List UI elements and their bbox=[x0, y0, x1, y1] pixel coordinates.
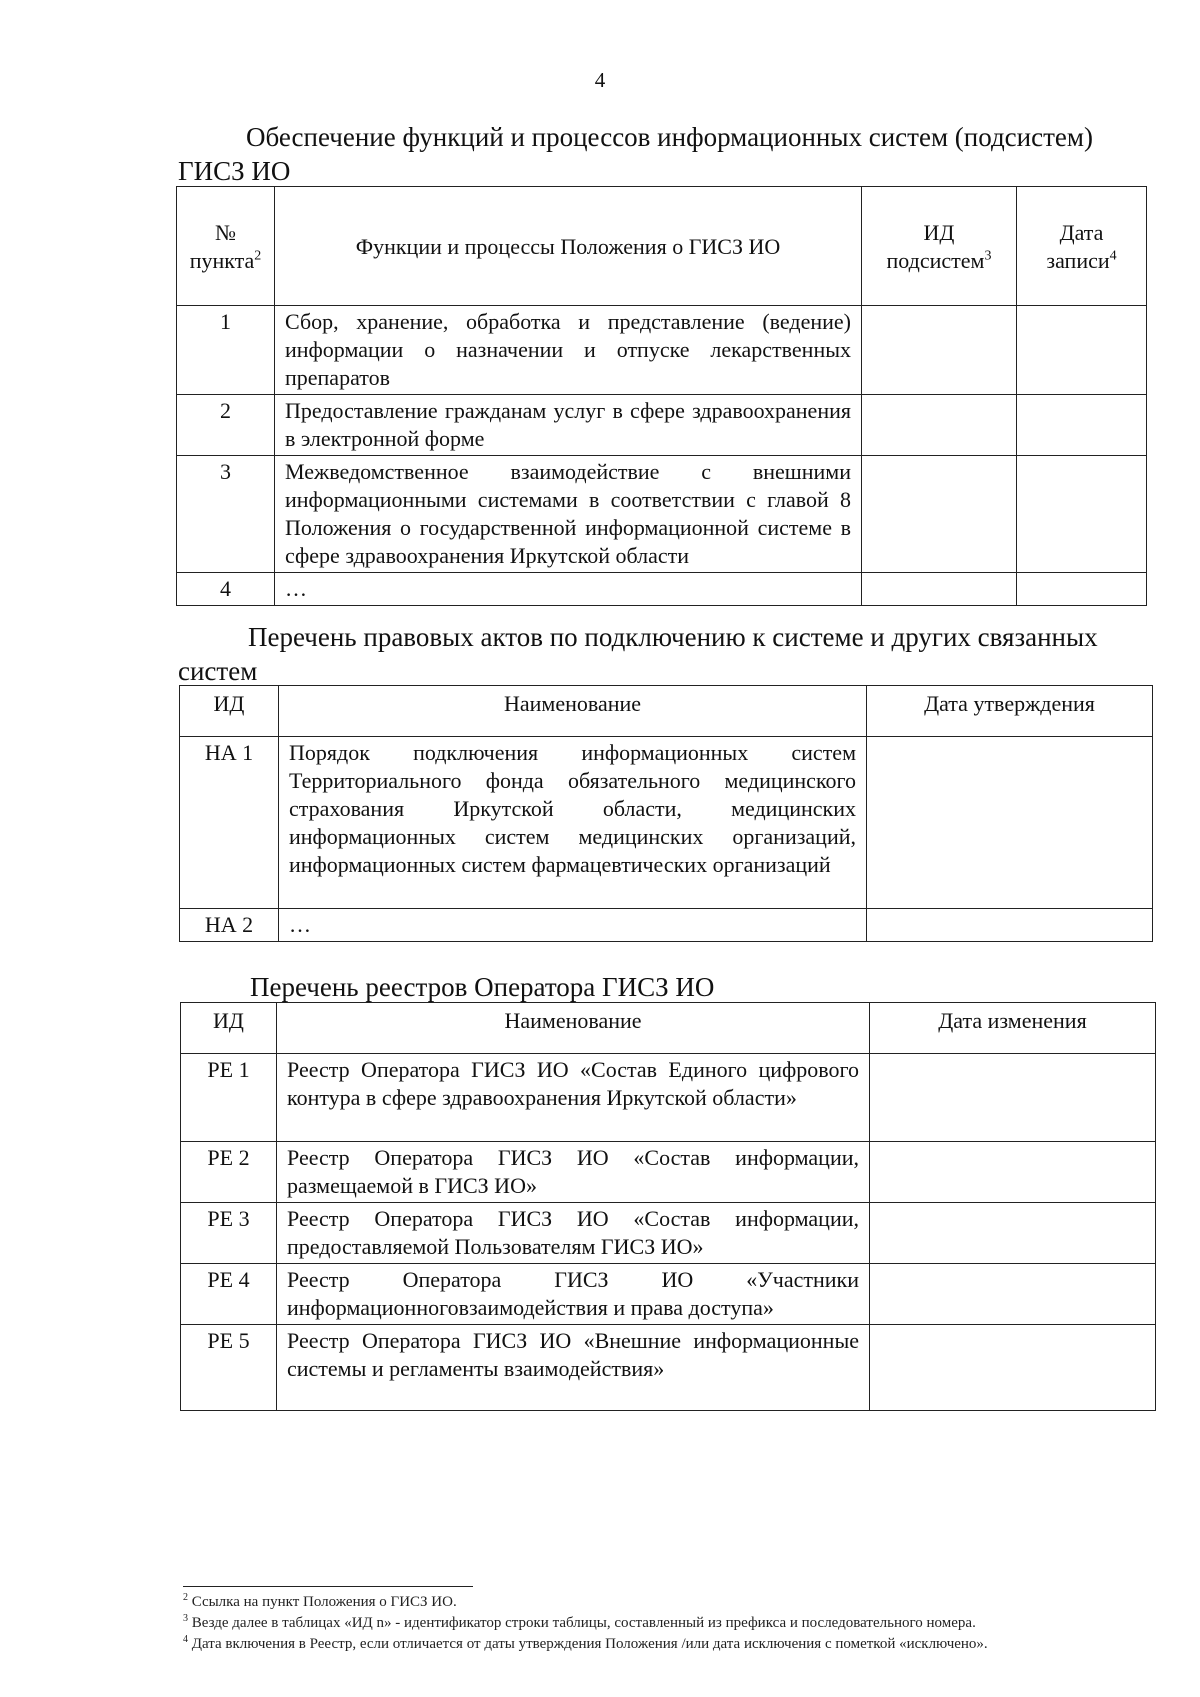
row-date bbox=[870, 1264, 1156, 1325]
row-date bbox=[1017, 456, 1147, 573]
footnote-item: $^3$ Везде далее в таблицах «ИД n» - идентификатор строки таблицы, составленный из префикса и последовательного номера. bbox=[183, 1613, 976, 1631]
section1-title bbox=[178, 120, 1158, 188]
header-functions: Функции и процессы Положения о ГИСЗ ИО bbox=[275, 187, 862, 306]
section2-title-line1: Перечень правовых актов по подключению к системе и других связанных bbox=[248, 622, 1098, 652]
row-text: Реестр Оператора ГИСЗ ИО «Внешние информационные системы и регламенты взаимодействия» bbox=[277, 1325, 870, 1411]
header-name: Наименование bbox=[277, 1003, 870, 1054]
row-text: Реестр Оператора ГИСЗ ИО «Участники информационноговзаимодействия и права доступа» bbox=[277, 1264, 870, 1325]
row-date bbox=[1017, 306, 1147, 395]
row-num: 4 bbox=[177, 573, 275, 606]
row-text: Сбор, хранение, обработка и представление (ведение) информации о назначении и отпуске лекарственных препаратов bbox=[275, 306, 862, 395]
table-header-row bbox=[180, 686, 1153, 737]
row-id: НА 2 bbox=[180, 909, 279, 942]
section3-title: Перечень реестров Оператора ГИСЗ ИО bbox=[250, 972, 715, 1002]
row-id bbox=[862, 395, 1017, 456]
row-text: … bbox=[279, 909, 867, 942]
table-header-row bbox=[181, 1003, 1156, 1054]
row-id: РЕ 3 bbox=[181, 1203, 277, 1264]
row-date bbox=[867, 909, 1153, 942]
row-text: Реестр Оператора ГИСЗ ИО «Состав информации, предоставляемой Пользователям ГИСЗ ИО» bbox=[277, 1203, 870, 1264]
table-row bbox=[180, 909, 1153, 942]
row-num: 1 bbox=[177, 306, 275, 395]
row-id bbox=[862, 456, 1017, 573]
row-text: Предоставление гражданам услуг в сфере здравоохранения в электронной форме bbox=[275, 395, 862, 456]
footnotes bbox=[183, 1592, 1163, 1655]
page-number: 4 bbox=[594, 68, 606, 92]
table-row bbox=[180, 737, 1153, 909]
table-header-row bbox=[177, 187, 1147, 306]
row-date bbox=[1017, 395, 1147, 456]
row-text: Порядок подключения информационных систем Территориального фонда обязательного медицинского страхования Иркутской области, медицинских информационных систем медицинских организаций, информационных систем фармацевтических организаций bbox=[279, 737, 867, 909]
row-text: Реестр Оператора ГИСЗ ИО «Состав Единого цифрового контура в сфере здравоохранения Иркутской области» bbox=[277, 1054, 870, 1142]
row-date bbox=[870, 1203, 1156, 1264]
row-date bbox=[870, 1325, 1156, 1411]
footnote-divider bbox=[183, 1586, 473, 1587]
row-id: РЕ 5 bbox=[181, 1325, 277, 1411]
row-date bbox=[870, 1142, 1156, 1203]
section1-title-line1: Обеспечение функций и процессов информационных систем (подсистем) bbox=[246, 122, 1093, 152]
table-row bbox=[177, 456, 1147, 573]
row-text: Реестр Оператора ГИСЗ ИО «Состав информации, размещаемой в ГИСЗ ИО» bbox=[277, 1142, 870, 1203]
section1-title-line2: ГИСЗ ИО bbox=[178, 156, 291, 186]
table-row bbox=[177, 395, 1147, 456]
row-id bbox=[862, 573, 1017, 606]
header-num: № пункта$^2$ bbox=[177, 187, 275, 306]
registries-table bbox=[180, 1002, 1156, 1411]
table-row bbox=[181, 1054, 1156, 1142]
row-num: 3 bbox=[177, 456, 275, 573]
header-name: Наименование bbox=[279, 686, 867, 737]
header-id: ИД bbox=[180, 686, 279, 737]
header-approval-date: Дата утверждения bbox=[867, 686, 1153, 737]
table-row bbox=[181, 1142, 1156, 1203]
header-subsystem-id: ИД подсистем$^3$ bbox=[862, 187, 1017, 306]
header-id: ИД bbox=[181, 1003, 277, 1054]
row-num: 2 bbox=[177, 395, 275, 456]
section2-title bbox=[178, 620, 1153, 688]
footnote-item: $^4$ Дата включения в Реестр, если отличается от даты утверждения Положения /или дата исключения с пометкой «исключено». bbox=[183, 1634, 988, 1652]
table-row bbox=[181, 1325, 1156, 1411]
row-date bbox=[867, 737, 1153, 909]
row-id: РЕ 2 bbox=[181, 1142, 277, 1203]
row-id: РЕ 1 bbox=[181, 1054, 277, 1142]
row-date bbox=[1017, 573, 1147, 606]
section2-title-line2: систем bbox=[178, 656, 258, 686]
row-id bbox=[862, 306, 1017, 395]
functions-table bbox=[176, 186, 1147, 606]
row-text: Межведомственное взаимодействие с внешними информационными системами в соответствии с главой 8 Положения о государственной информационной системе в сфере здравоохранения Иркутской области bbox=[275, 456, 862, 573]
row-id: РЕ 4 bbox=[181, 1264, 277, 1325]
header-record-date: Дата записи$^4$ bbox=[1017, 187, 1147, 306]
table-row bbox=[177, 306, 1147, 395]
footnote-item: $^2$ Ссылка на пункт Положения о ГИСЗ ИО. bbox=[183, 1592, 457, 1610]
table-row bbox=[181, 1264, 1156, 1325]
row-date bbox=[870, 1054, 1156, 1142]
legal-acts-table bbox=[179, 685, 1153, 942]
table-row bbox=[181, 1203, 1156, 1264]
header-change-date: Дата изменения bbox=[870, 1003, 1156, 1054]
row-id: НА 1 bbox=[180, 737, 279, 909]
row-text: … bbox=[275, 573, 862, 606]
table-row bbox=[177, 573, 1147, 606]
